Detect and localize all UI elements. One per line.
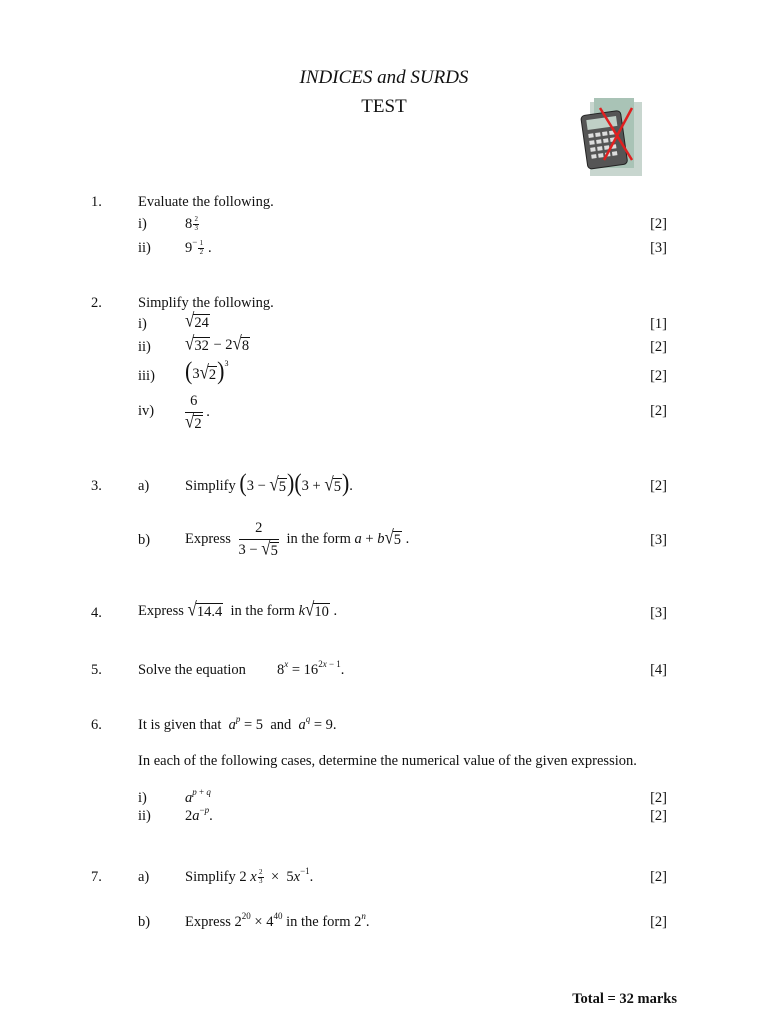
- marks: [2]: [650, 216, 667, 232]
- math-expression: Express √ 14.4 in the form k √ 10 .: [138, 598, 338, 621]
- part-label: ii): [138, 240, 151, 256]
- question-stem: Simplify the following.: [138, 295, 274, 311]
- math-expression: √ 24: [185, 309, 209, 332]
- question-stem: Evaluate the following.: [138, 194, 274, 210]
- math-expression: (3 √ 2 )$^3$: [185, 356, 229, 385]
- question-number: 4.: [91, 605, 102, 621]
- math-expression: It is given that $a^p = 5$ and $a^q = 9$.: [138, 714, 337, 733]
- marks: [1]: [650, 316, 667, 332]
- part-label: ii): [138, 339, 151, 355]
- part-label: i): [138, 790, 147, 806]
- part-label: i): [138, 216, 147, 232]
- marks: [2]: [650, 914, 667, 930]
- part-label: ii): [138, 808, 151, 824]
- marks: [2]: [650, 368, 667, 384]
- math-expression: 9− $\frac{1}{2}$ .: [185, 237, 212, 256]
- math-expression: 8 $\frac{2}{3}$: [185, 215, 198, 232]
- question-number: 7.: [91, 869, 102, 885]
- math-expression: $8^x = 16^{2x - 1}$.: [277, 659, 345, 678]
- marks: [2]: [650, 869, 667, 885]
- math-expression: Express $2^{20} \times 4^{40}$ in the form 2$^n$.: [185, 911, 370, 930]
- math-expression: √ 32 − 2 √ 8: [185, 332, 250, 355]
- marks: [3]: [650, 605, 667, 621]
- question-number: 1.: [91, 194, 102, 210]
- question-stem: Solve the equation: [138, 662, 246, 678]
- math-expression: $a^{p + q}$: [185, 787, 211, 806]
- marks: [2]: [650, 808, 667, 824]
- marks: [3]: [650, 240, 667, 256]
- test-title-topic: INDICES and SURDS: [299, 67, 469, 88]
- math-expression: Simplify 2 x $\frac{2}{3}$ × $5x^{-1}$.: [185, 866, 314, 885]
- part-label: iii): [138, 368, 155, 384]
- marks: [2]: [650, 339, 667, 355]
- part-label: b): [138, 914, 151, 930]
- question-number: 6.: [91, 717, 102, 733]
- math-expression: 6 √ 2 .: [185, 393, 210, 433]
- question-number: 3.: [91, 478, 102, 494]
- marks: [2]: [650, 478, 667, 494]
- math-expression: $2a^{-p}$.: [185, 805, 213, 824]
- marks: [3]: [650, 532, 667, 548]
- part-label: iv): [138, 403, 155, 419]
- total-marks: Total = 32 marks: [572, 991, 677, 1007]
- part-label: a): [138, 478, 150, 494]
- marks: [2]: [650, 403, 667, 419]
- marks: [4]: [650, 662, 667, 678]
- math-expression: Simplify (3 − √ 5 )(3 + √ 5 ).: [185, 468, 353, 497]
- marks: [2]: [650, 790, 667, 806]
- question-number: 5.: [91, 662, 102, 678]
- part-label: b): [138, 532, 151, 548]
- test-title: TEST: [361, 96, 407, 117]
- part-label: a): [138, 869, 150, 885]
- question-instruction: In each of the following cases, determine the numerical value of the given expression.: [138, 753, 637, 769]
- calculator-not-allowed-icon: [580, 98, 644, 178]
- part-label: i): [138, 316, 147, 332]
- question-number: 2.: [91, 295, 102, 311]
- math-expression: Express 2 3 − √ 5 in the form a + b √ 5 .: [185, 520, 410, 560]
